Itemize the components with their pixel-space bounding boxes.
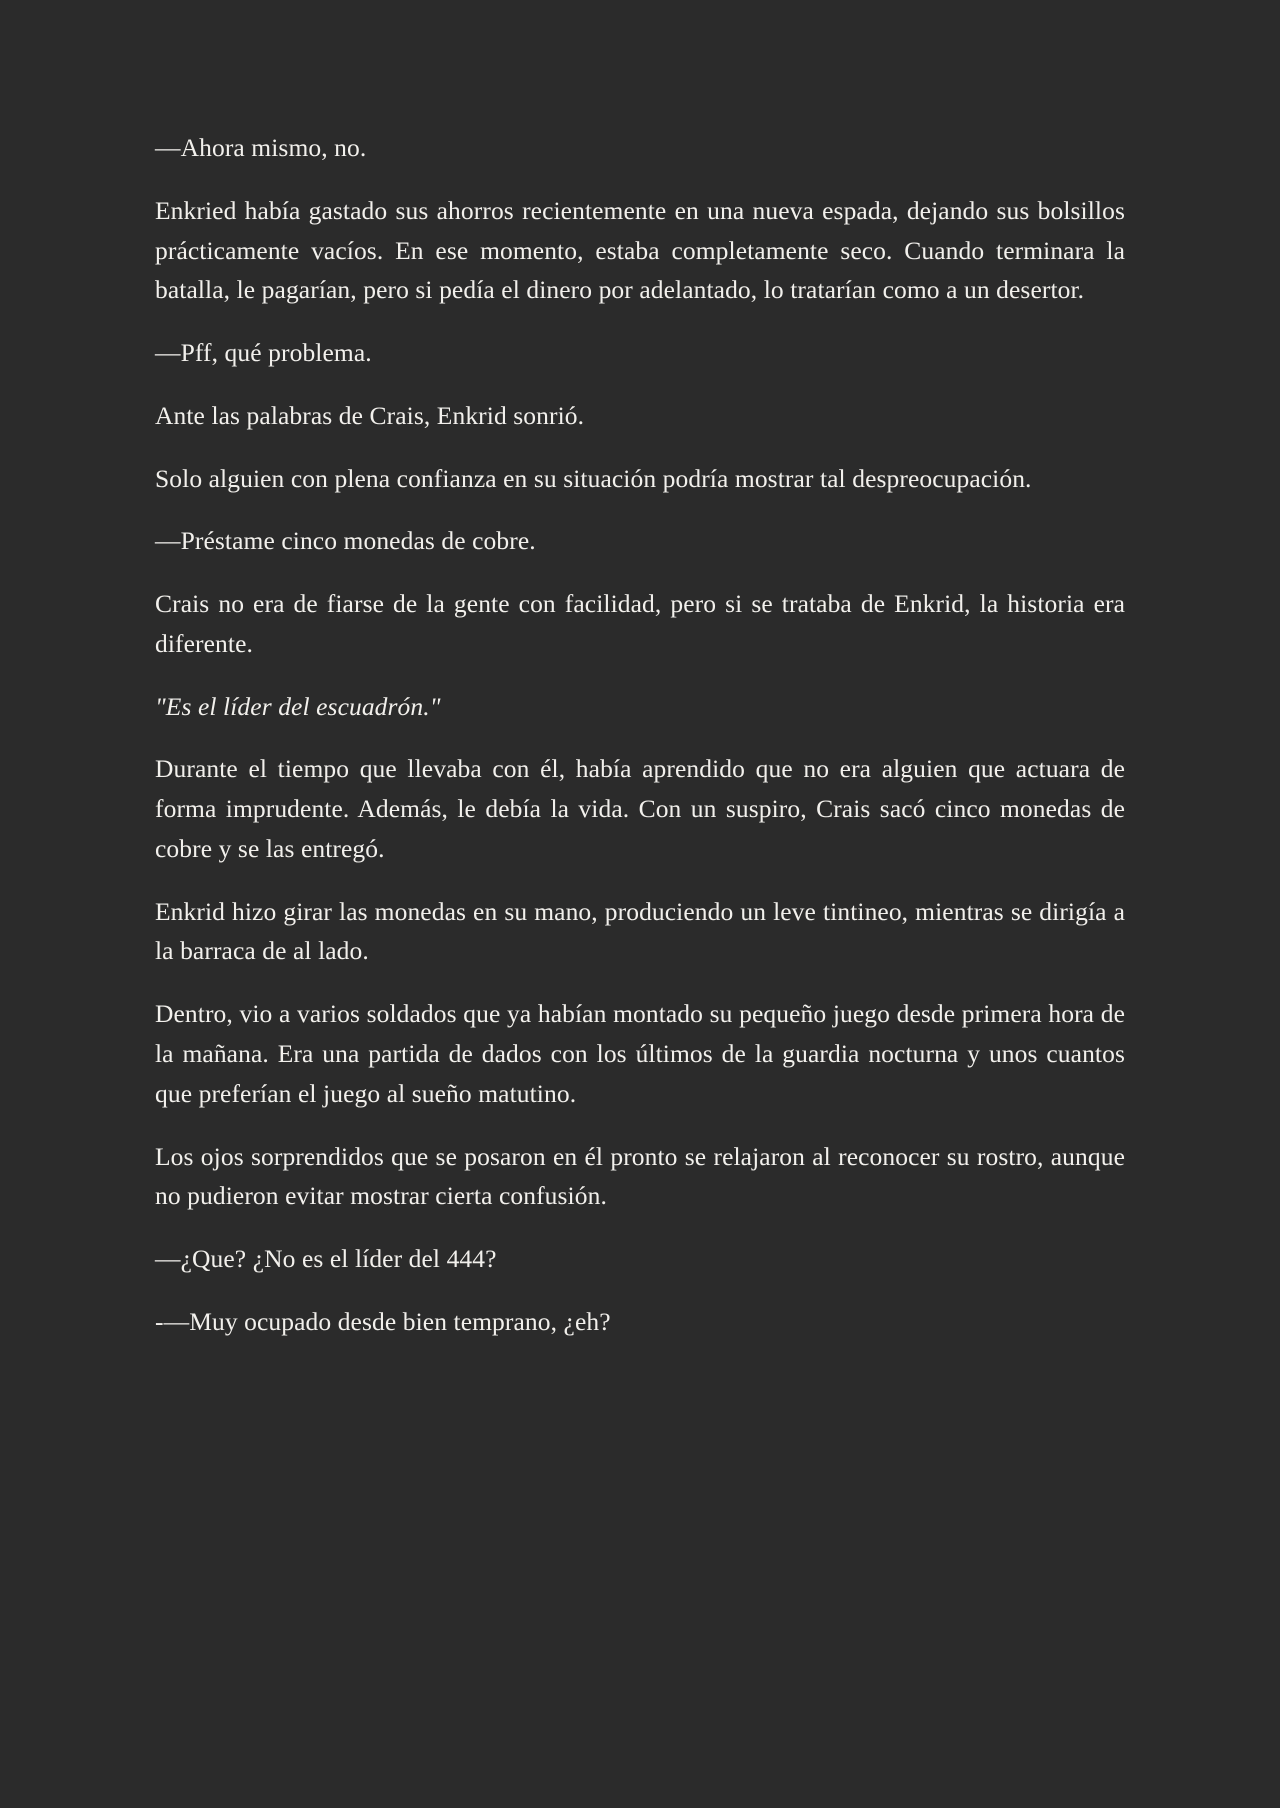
paragraph-body: Durante el tiempo que llevaba con él, había aprendido que no era alguien que actuara de forma imprudente. Además, le debía la vida. Con un suspiro, Crais sacó cinco monedas de cobre y se las entregó.: [155, 754, 1125, 863]
document-body: [155, 128, 1125, 1342]
paragraph-dialogue: -—Muy ocupado desde bien temprano, ¿eh?: [155, 1306, 611, 1336]
paragraph-body: Dentro, vio a varios soldados que ya habían montado su pequeño juego desde primera hora de la mañana. Era una partida de dados con los últimos de la guardia nocturna y unos cuantos que preferían el juego al sueño matutino.: [155, 999, 1125, 1108]
paragraph-body: Los ojos sorprendidos que se posaron en él pronto se relajaron al reconocer su rostro, aunque no pudieron evitar mostrar cierta confusión.: [155, 1141, 1125, 1211]
paragraph-inner-thought: "Es el líder del escuadrón.": [155, 691, 441, 721]
paragraph-dialogue: —Préstame cinco monedas de cobre.: [155, 526, 536, 556]
paragraph-dialogue: —Pff, qué problema.: [155, 338, 372, 368]
paragraph-body: Enkrid hizo girar las monedas en su mano, produciendo un leve tintineo, mientras se dirigía a la barraca de al lado.: [155, 896, 1125, 966]
paragraph-dialogue: —Ahora mismo, no.: [155, 133, 367, 162]
paragraph-dialogue: —¿Que? ¿No es el líder del 444?: [155, 1244, 497, 1274]
paragraph-body: Ante las palabras de Crais, Enkrid sonrió.: [155, 400, 585, 430]
paragraph-body: Enkried había gastado sus ahorros recientemente en una nueva espada, dejando sus bolsillos prácticamente vacíos. En ese momento, estaba completamente seco. Cuando terminara la batalla, le pagarían, pero si pedía el dinero por adelantado, lo tratarían como a un desertor.: [155, 195, 1125, 305]
paragraph-body: Crais no era de fiarse de la gente con facilidad, pero si se trataba de Enkrid, la historia era diferente.: [155, 589, 1125, 658]
paragraph-body: Solo alguien con plena confianza en su situación podría mostrar tal despreocupación.: [155, 463, 1032, 493]
